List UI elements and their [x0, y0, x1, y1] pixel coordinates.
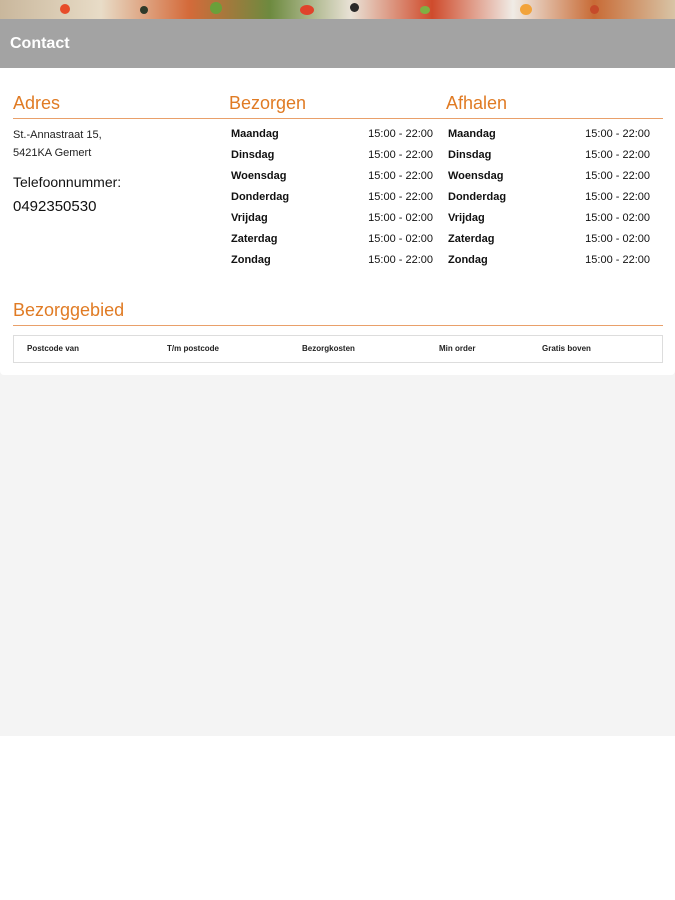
day-label: Zondag — [231, 253, 271, 266]
day-label: Donderdag — [448, 190, 507, 203]
time-range: 15:00 - 22:00 — [368, 190, 433, 203]
delivery-heading: Bezorgen — [229, 93, 307, 113]
phone-number[interactable]: 0492350530 — [13, 198, 97, 215]
table-row — [446, 144, 650, 165]
time-range: 15:00 - 22:00 — [368, 169, 433, 182]
day-label: Zaterdag — [448, 232, 495, 245]
pickup-section — [446, 93, 656, 270]
address-city: 5421KA Gemert — [13, 147, 92, 159]
table-row — [229, 144, 433, 165]
time-range: 15:00 - 02:00 — [585, 211, 650, 224]
table-row — [229, 207, 433, 228]
time-range: 15:00 - 22:00 — [368, 127, 433, 140]
table-row — [229, 186, 433, 207]
table-row — [446, 186, 650, 207]
table-row — [229, 123, 433, 144]
delivery-hours-table — [229, 123, 433, 270]
address-street: St.-Annastraat 15, — [13, 129, 102, 141]
table-row — [229, 165, 433, 186]
table-row — [229, 228, 433, 249]
time-range: 15:00 - 22:00 — [585, 169, 650, 182]
pickup-heading: Afhalen — [446, 93, 508, 113]
day-label: Dinsdag — [231, 148, 275, 161]
card-header — [0, 19, 675, 68]
time-range: 15:00 - 22:00 — [585, 127, 650, 140]
table-row — [446, 228, 650, 249]
section-divider — [13, 325, 663, 326]
column-header: Bezorgkosten — [302, 344, 355, 353]
time-range: 15:00 - 22:00 — [368, 253, 433, 266]
phone-label: Telefoonnummer: — [13, 174, 122, 190]
column-header: Postcode van — [27, 344, 80, 353]
day-label: Donderdag — [231, 190, 290, 203]
time-range: 15:00 - 02:00 — [368, 232, 433, 245]
table-row — [446, 249, 650, 270]
time-range: 15:00 - 22:00 — [368, 148, 433, 161]
page-background — [0, 370, 675, 736]
table-row — [229, 249, 433, 270]
table-row — [446, 207, 650, 228]
day-label: Woensdag — [448, 169, 504, 182]
day-label: Vrijdag — [448, 211, 485, 224]
time-range: 15:00 - 02:00 — [368, 211, 433, 224]
food-banner-image — [0, 0, 675, 19]
day-label: Zondag — [448, 253, 488, 266]
address-heading: Adres — [13, 93, 61, 113]
pickup-hours-table — [446, 123, 650, 270]
column-header: T/m postcode — [167, 344, 220, 353]
table-row — [446, 123, 650, 144]
day-label: Maandag — [448, 127, 496, 140]
column-header: Min order — [439, 344, 476, 353]
page-title: Contact — [10, 34, 70, 52]
delivery-section — [229, 93, 439, 270]
column-header: Gratis boven — [542, 344, 591, 353]
delivery-area-heading: Bezorggebied — [13, 300, 125, 320]
day-label: Woensdag — [231, 169, 287, 182]
section-divider — [13, 118, 663, 119]
day-label: Dinsdag — [448, 148, 492, 161]
delivery-area-table — [13, 335, 663, 363]
time-range: 15:00 - 22:00 — [585, 148, 650, 161]
delivery-area-section — [13, 300, 313, 325]
day-label: Vrijdag — [231, 211, 268, 224]
day-label: Maandag — [231, 127, 279, 140]
table-row — [446, 165, 650, 186]
day-label: Zaterdag — [231, 232, 278, 245]
time-range: 15:00 - 22:00 — [585, 190, 650, 203]
address-section — [13, 93, 213, 215]
time-range: 15:00 - 22:00 — [585, 253, 650, 266]
time-range: 15:00 - 02:00 — [585, 232, 650, 245]
